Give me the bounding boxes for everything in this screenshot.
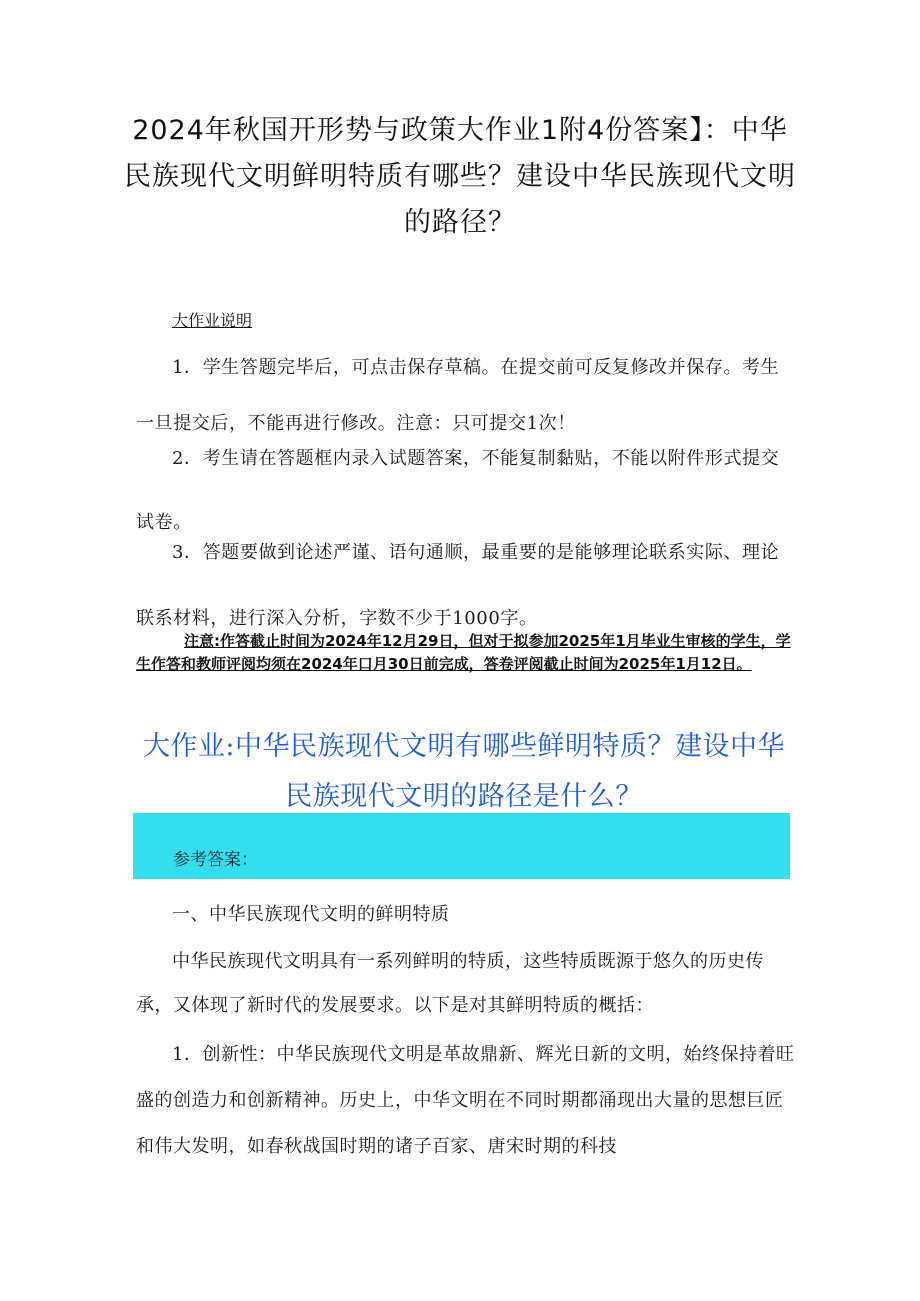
document-title: 2024年秋国开形势与政策大作业1附4份答案】：中华民族现代文明鲜明特质有哪些？建设中华民族现代文明的路径？ [124, 115, 796, 238]
intro-paragraph: 中华民族现代文明具有一系列鲜明的特质，这些特质既源于悠久的历史传承，又体现了新时代的发展要求。以下是对其鲜明特质的概括： [136, 951, 764, 1016]
answer-highlight-box [133, 813, 790, 879]
section-one-heading: 一、中华民族现代文明的鲜明特质 [172, 904, 450, 925]
point-one-paragraph: 1．创新性：中华民族现代文明是革故鼎新、辉光日新的文明，始终保持着旺盛的创造力和创新精神。历史上，中华文明在不同时期都涌现出大量的思想巨匠和伟大发明，如春秋战国时期的诸子百家、唐宋时期的科技 [136, 1044, 795, 1157]
instruction-item-1: 1．学生答题完毕后，可点击保存草稿。在提交前可反复修改并保存。考生一旦提交后，不能再进行修改。注意：只可提交1次！ [136, 357, 780, 434]
answer-label: 参考答案： [173, 850, 258, 870]
instruction-item-3: 3．答题要做到论述严谨、语句通顺，最重要的是能够理论联系实际、理论联系材料，进行深入分析，字数不少于1000字。 [136, 542, 780, 629]
assignment-title: 大作业:中华民族现代文明有哪些鲜明特质？建设中华民族现代文明的路径是什么？ [142, 731, 786, 812]
instructions-heading: 大作业说明 [172, 311, 253, 330]
instruction-item-2: 2．考生请在答题框内录入试题答案，不能复制黏贴，不能以附件形式提交试卷。 [136, 448, 780, 533]
deadline-note: 注意:作答截止时间为2024年12月29日，但对于拟参加2025年1月毕业生审核的学生，学生作答和教师评阅均须在2024年口月30日前完成，答卷评阅截止时间为2025年1月12日。 [136, 632, 791, 673]
